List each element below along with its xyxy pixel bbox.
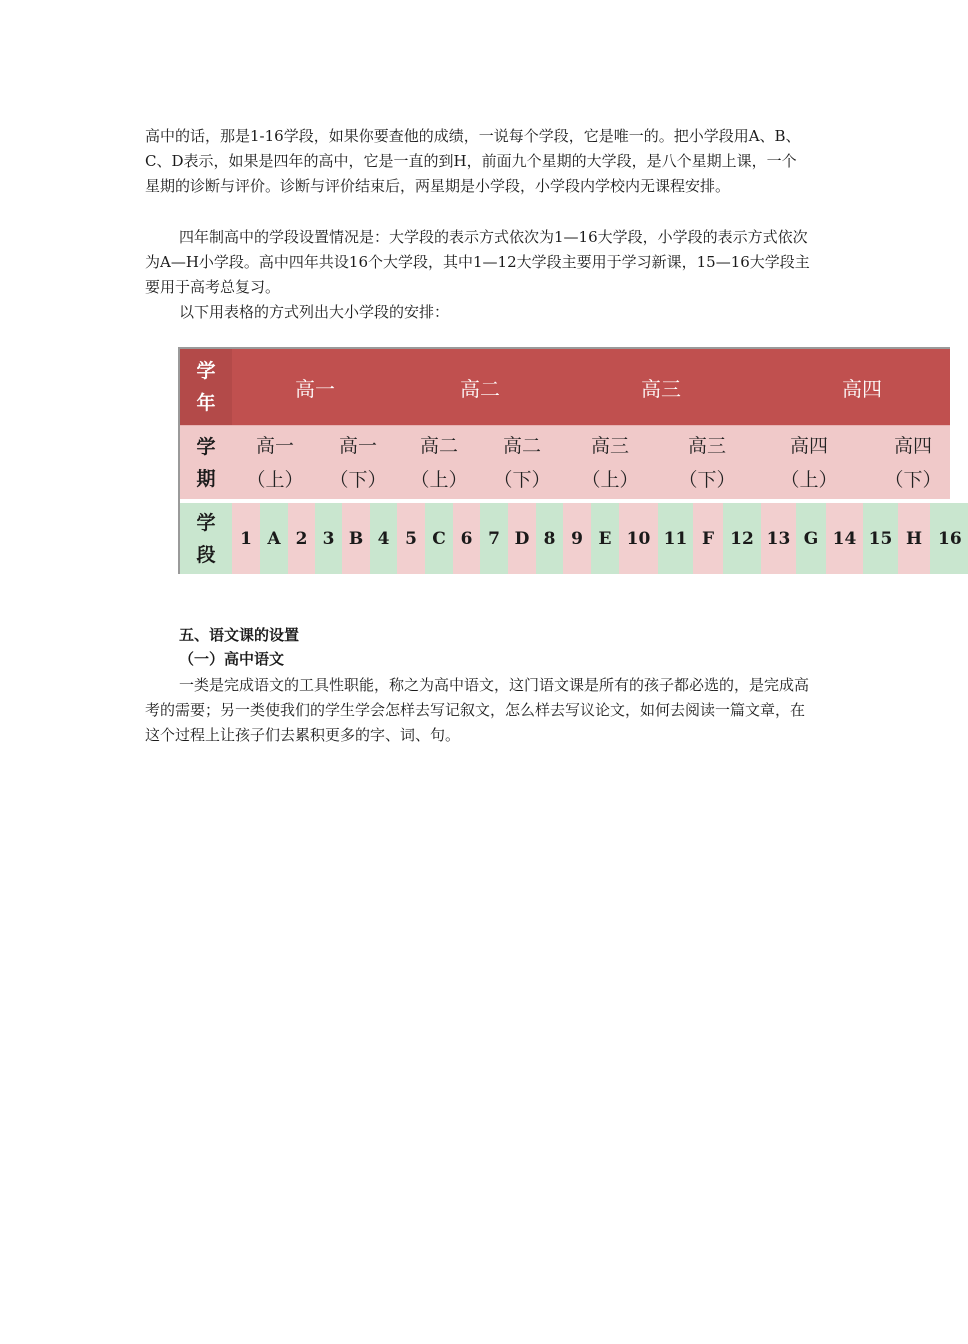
segment-cell: E [591,503,619,574]
semester-grade: 高三 [590,435,629,457]
segment-cell: 7 [480,503,508,574]
subsection-title: （一）高中语文 [179,650,285,668]
segment-schedule-table [178,347,962,574]
semester-grade: 高二 [502,435,541,457]
segment-header-char-1: 学 [196,511,216,534]
segment-cell: C [425,503,453,574]
year-cell-3: 高三 [641,376,681,401]
segment-cell: 12 [723,503,761,574]
year-header-char-2: 年 [196,392,216,414]
segment-cell: 2 [288,503,315,574]
semester-cell-5 [570,426,650,500]
semester-cell-3 [399,426,479,500]
segment-cell: H [898,503,930,574]
semester-term: （下） [678,469,736,491]
semester-grade: 高二 [419,435,458,457]
segment-cell: 5 [397,503,425,574]
segment-header-char-2: 段 [196,543,216,566]
year-row [180,349,950,425]
segment-cell: 10 [619,503,658,574]
semester-term: （上） [410,469,468,491]
semester-term: （下） [884,469,942,491]
year-header-char-1: 学 [196,360,216,382]
semester-grade: 高一 [255,435,294,457]
semester-header-char-2: 期 [196,468,216,490]
semester-term: （下） [329,469,387,491]
semester-cell-1 [235,426,315,500]
semester-row [180,425,950,500]
section-title: 五、语文课的设置 [179,626,300,644]
semester-grade: 高四 [789,435,828,457]
year-cell-1: 高一 [295,376,335,401]
segment-cell: D [508,503,536,574]
semester-cell-2 [318,426,398,500]
year-cell-2: 高二 [460,376,500,401]
segment-cell: 4 [370,503,397,574]
semester-grade: 高一 [338,435,377,457]
segment-cell: 6 [453,503,480,574]
semester-term: （上） [246,469,304,491]
semester-cell-6 [667,426,747,500]
semester-cell-8 [873,426,953,500]
segment-cell: 15 [863,503,898,574]
segment-row-header [180,503,232,574]
segment-cell: 1 [232,503,260,574]
segment-cell: 11 [658,503,693,574]
semester-term: （上） [780,469,838,491]
semester-term: （上） [581,469,639,491]
intro-paragraph: 高中的话，那是1-16学段，如果你要查他的成绩，一说每个学段，它是唯一的。把小学段用A、B、C、D表示，如果是四年的高中，它是一直的到H，前面九个星期的大学段，是八个星期上课，一个星期的诊断与评价。诊断与评价结束后，两星期是小学段，小学段内学校内无课程安排。 [145,127,801,195]
table-intro-paragraph: 以下用表格的方式列出大小学段的安排： [179,303,450,321]
segment-cell: G [796,503,826,574]
segment-cell: 9 [563,503,591,574]
semester-grade: 高三 [687,435,726,457]
year-cell-4: 高四 [842,376,882,401]
semester-row-header [180,426,232,500]
segment-cell: F [693,503,723,574]
chinese-course-paragraph: 一类是完成语文的工具性职能，称之为高中语文，这门语文课是所有的孩子都必选的，是完成高考的需要；另一类使我们的学生学会怎样去写记叙文，怎么样去写议论文，如何去阅读一篇文章，在这个过程上让孩子们去累积更多的字、词、句。 [145,676,810,744]
segment-cell: 13 [761,503,796,574]
segment-cell: 3 [315,503,342,574]
segment-cell: B [342,503,370,574]
semester-header-char-1: 学 [196,436,216,458]
year-row-header [180,349,232,425]
segment-cell: 16 [930,503,968,574]
semester-cell-7 [769,426,849,500]
segment-cell: A [260,503,288,574]
segment-description-paragraph: 四年制高中的学段设置情况是：大学段的表示方式依次为1—16大学段，小学段的表示方式依次为A—H小学段。高中四年共设16个大学段，其中1—12大学段主要用于学习新课，15—16大学段主要用于高考总复习。 [145,228,810,296]
segment-row [180,503,962,574]
semester-cell-4 [482,426,562,500]
segment-cell: 14 [826,503,863,574]
semester-term: （下） [493,469,551,491]
semester-grade: 高四 [893,435,932,457]
segment-cell: 8 [536,503,563,574]
